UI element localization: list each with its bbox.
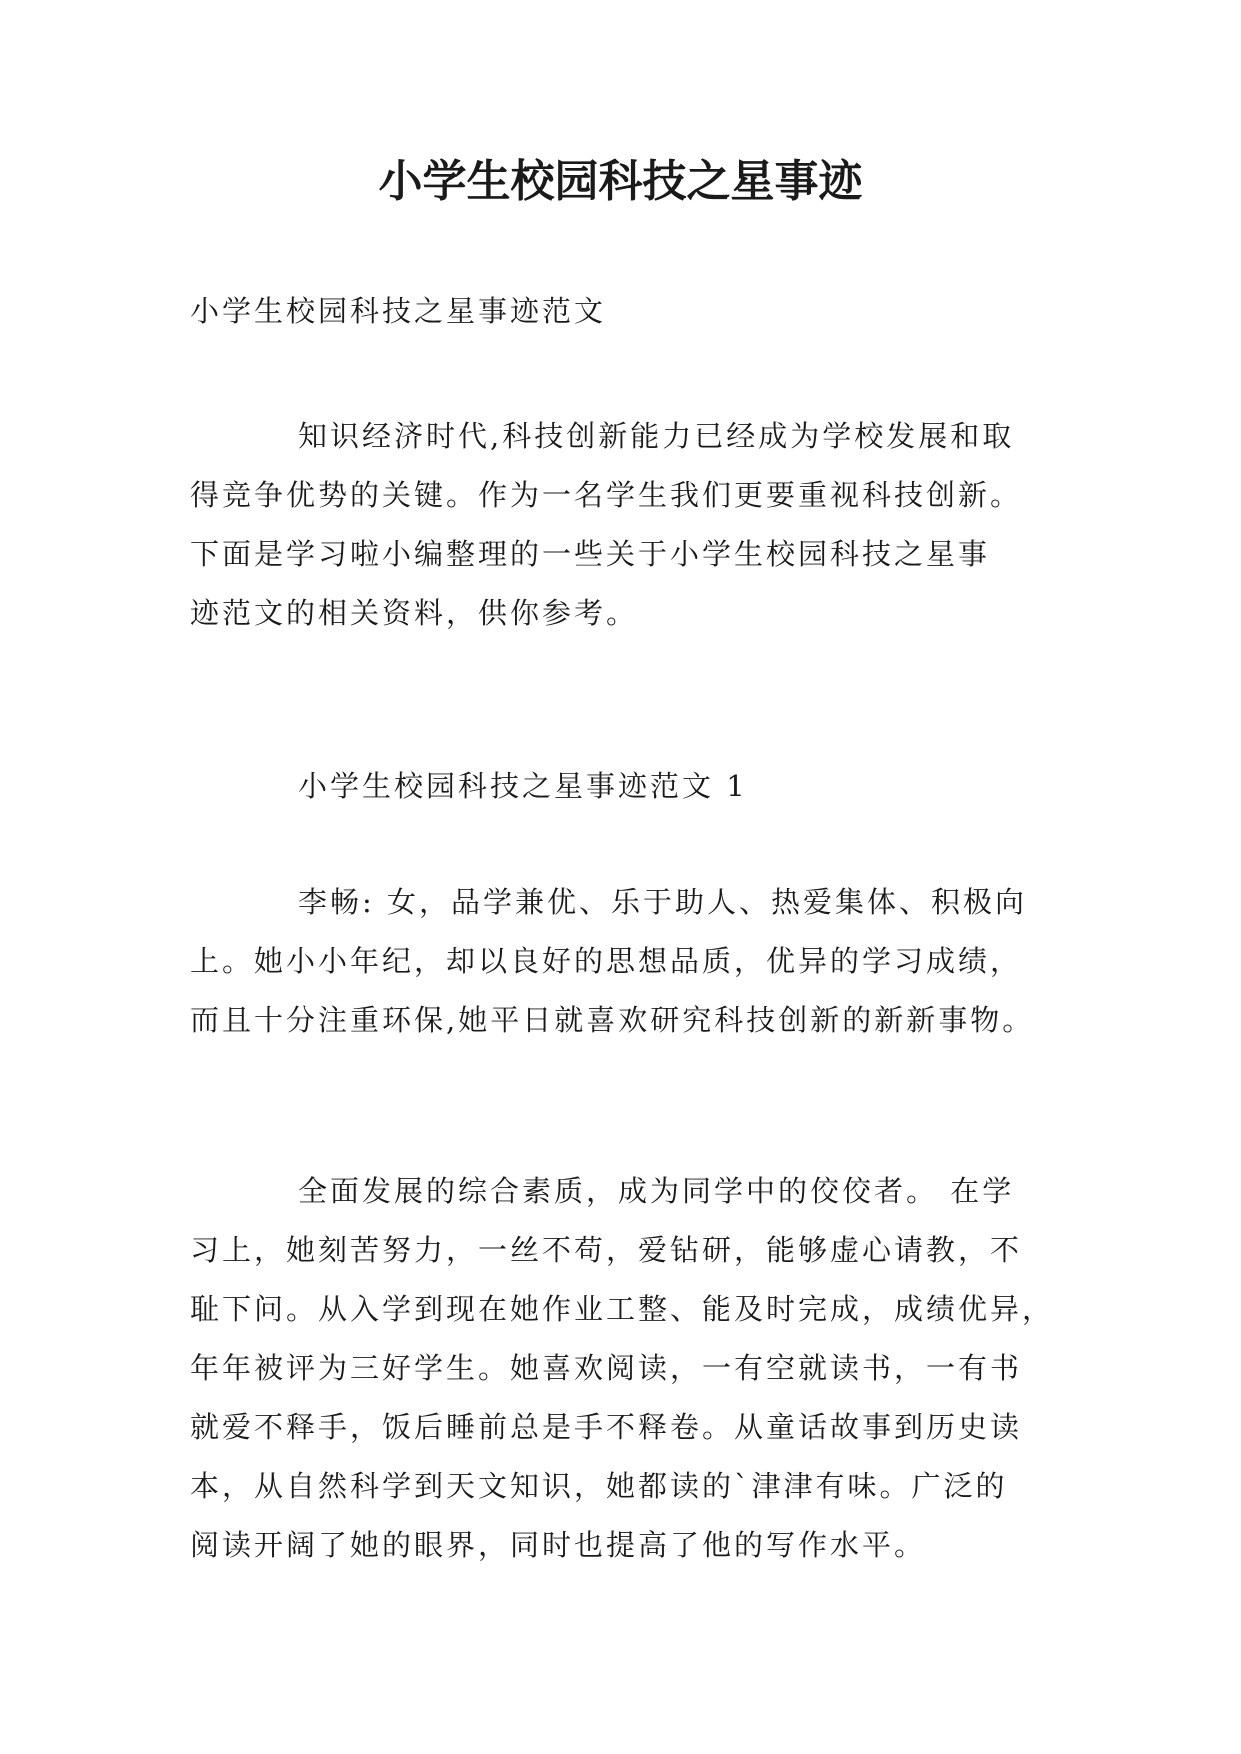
text-line: 全面发展的综合素质，成为同学中的佼佼者。 在学 (298, 1174, 1015, 1208)
text-line: 耻下问。从入学到现在她作业工整、能及时完成，成绩优异， (190, 1292, 1055, 1326)
text-line: 年年被评为三好学生。她喜欢阅读，一有空就读书，一有书 (190, 1351, 1023, 1385)
text-line: 得竞争优势的关键。作为一名学生我们更要重视科技创新。 (190, 478, 1023, 512)
text-line: 下面是学习啦小编整理的一些关于小学生校园科技之星事 (190, 537, 991, 571)
text-line: 知识经济时代,科技创新能力已经成为学校发展和取 (298, 419, 1015, 453)
document-subtitle: 小学生校园科技之星事迹范文 (190, 294, 607, 328)
text-line: 迹范文的相关资料，供你参考。 (190, 596, 639, 630)
profile-paragraph (190, 873, 1080, 1050)
text-line: 上。她小小年纪，却以良好的思想品质，优异的学习成绩， (190, 944, 1023, 978)
study-paragraph (190, 1162, 1080, 1575)
text-line: 阅读开阔了她的眼界，同时也提高了他的写作水平。 (190, 1528, 927, 1562)
intro-paragraph (190, 407, 1080, 643)
text-line: 就爱不释手，饭后睡前总是手不释卷。从童话故事到历史读 (190, 1410, 1023, 1444)
section-heading: 小学生校园科技之星事迹范文 1 (298, 769, 748, 803)
page-title: 小学生校园科技之星事迹 (378, 156, 863, 207)
text-line: 本，从自然科学到天文知识，她都读的`津津有味。广泛的 (190, 1469, 1008, 1503)
text-line: 而且十分注重环保,她平日就喜欢研究科技创新的新新事物。 (190, 1003, 1035, 1037)
text-line: 习上，她刻苦努力，一丝不苟，爱钻研，能够虚心请教，不 (190, 1233, 1023, 1267)
text-line: 李畅: 女，品学兼优、乐于助人、热爱集体、积极向 (298, 885, 1027, 919)
